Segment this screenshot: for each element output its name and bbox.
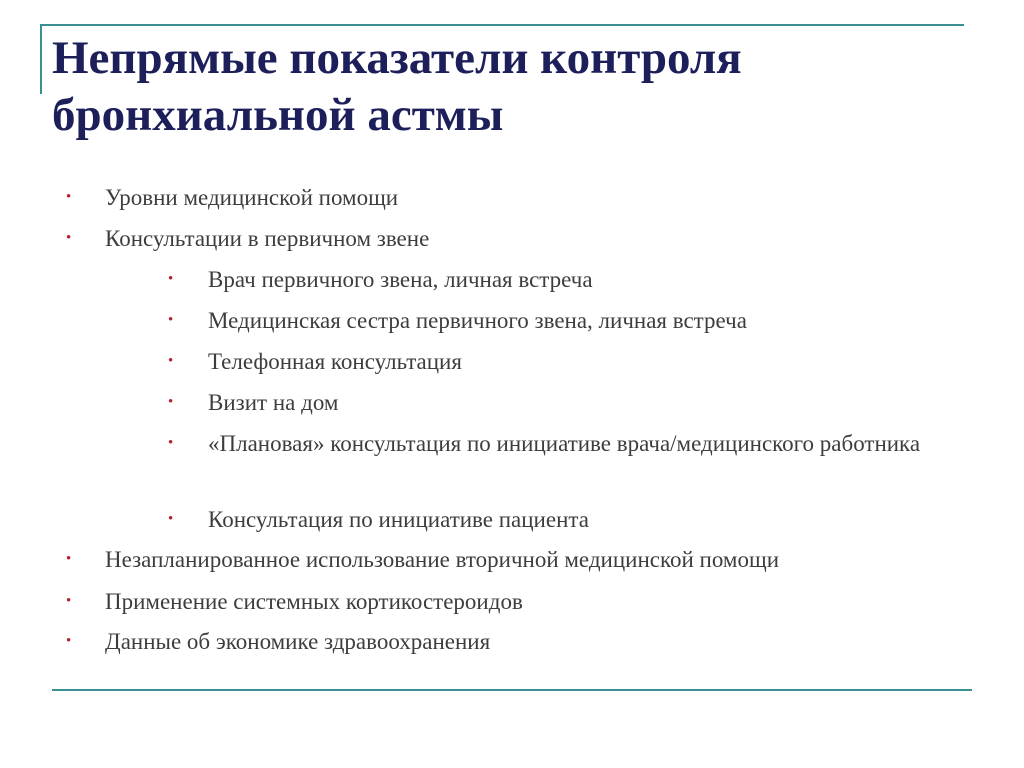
list-item <box>66 624 966 659</box>
list-item <box>66 221 966 256</box>
bullet-marker: • <box>66 593 72 609</box>
sub-list-item-text: Консультация по инициативе пациента <box>208 507 589 532</box>
footer-divider <box>52 689 972 691</box>
sub-list-item-text: Медицинская сестра первичного звена, личная встреча <box>208 308 747 333</box>
sub-list-item-text: Визит на дом <box>208 390 339 415</box>
list-item-text: Незапланированное использование вторичной медицинской помощи <box>105 547 779 572</box>
list-item-text: Применение системных кортикостероидов <box>105 589 523 614</box>
bullet-marker: • <box>66 633 72 649</box>
bullet-marker: • <box>168 271 174 287</box>
sub-list-item <box>168 426 968 496</box>
list-item-text: Уровни медицинской помощи <box>105 185 399 210</box>
sub-list-item-text: Телефонная консультация <box>208 349 462 374</box>
bullet-marker: • <box>168 353 174 369</box>
list-item-text: Консультации в первичном звене <box>105 226 430 251</box>
sub-list-item-text: «Плановая» консультация по инициативе врача/медицинского работника <box>208 431 921 456</box>
bullet-marker: • <box>168 394 174 410</box>
sub-list-item <box>168 502 968 537</box>
list-item <box>66 584 966 619</box>
sub-list-item <box>168 385 968 420</box>
bullet-marker: • <box>66 230 72 246</box>
bullet-marker: • <box>168 435 174 451</box>
list-item-text: Данные об экономике здравоохранения <box>105 629 491 654</box>
list-item <box>66 180 966 215</box>
slide-title-line-1: Непрямые показатели контроля <box>52 32 742 84</box>
list-item <box>66 542 966 577</box>
bullet-marker: • <box>168 312 174 328</box>
sub-list-item <box>168 303 968 338</box>
sub-list-item <box>168 344 968 379</box>
sub-list-item <box>168 262 968 297</box>
bullet-marker: • <box>66 189 72 205</box>
bullet-marker: • <box>66 551 72 567</box>
sub-list-item-text: Врач первичного звена, личная встреча <box>208 267 593 292</box>
slide-title-line-2: бронхиальной астмы <box>52 89 504 141</box>
bullet-marker: • <box>168 511 174 527</box>
